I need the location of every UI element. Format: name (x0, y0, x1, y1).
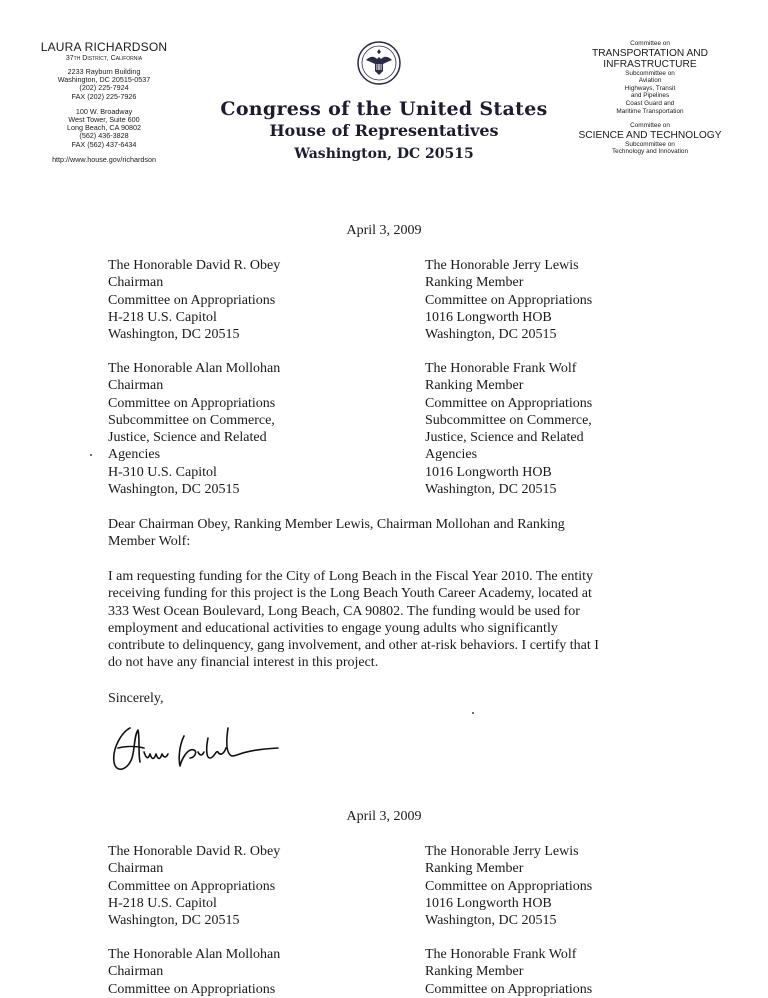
recipient-address-lewis (425, 257, 725, 343)
address-line: West Tower, Suite 600 (68, 115, 140, 125)
recipient-line: Committee on Appropriations (108, 395, 276, 411)
recipient-line: Chairman (108, 378, 164, 394)
recipient-line: Subcommittee on Commerce, (108, 412, 275, 428)
letter-body (108, 568, 668, 672)
body-line: employment and educational activities to engage young adults who significantly (108, 620, 558, 636)
recipient-line: Committee on Appropriations (108, 292, 276, 308)
recipient-line: Washington, DC 20515 (425, 327, 557, 343)
body-line: 333 West Ocean Boulevard, Long Beach, CA 90802. The funding would be used for (108, 603, 580, 619)
recipient-line: The Honorable David R. Obey (108, 258, 281, 273)
house-seal-icon (356, 40, 402, 86)
committee-name: TRANSPORTATION AND (591, 47, 709, 59)
recipient-line: The Honorable Jerry Lewis (425, 258, 579, 273)
recipient-line: The Honorable Jerry Lewis (425, 844, 579, 859)
recipient-line: Justice, Science and Related (425, 430, 584, 446)
recipient-line: Ranking Member (425, 861, 524, 877)
subcommittee-label: Subcommittee on (625, 69, 675, 77)
letterhead-committees (570, 40, 730, 156)
body-line: I am requesting funding for the City of Long Beach in the Fiscal Year 2010. The entity (108, 569, 593, 584)
member-district: 37th District, California (65, 55, 143, 62)
recipient-address-wolf-repeat (425, 946, 725, 998)
congress-title: Congress of the United States (220, 98, 548, 120)
recipient-line: H-218 U.S. Capitol (108, 895, 217, 911)
recipient-line: Committee on Appropriations (425, 292, 593, 308)
subcommittee-name: Aviation (638, 77, 662, 85)
committee-name: SCIENCE AND TECHNOLOGY (578, 129, 722, 141)
recipient-address-lewis-repeat (425, 843, 725, 929)
recipient-line: H-310 U.S. Capitol (108, 464, 217, 480)
recipient-address-wolf (425, 360, 725, 498)
recipient-line: The Honorable Alan Mollohan (108, 361, 281, 376)
phone-line: (202) 225-7924 (79, 83, 129, 93)
committee-name: INFRASTRUCTURE (603, 58, 697, 70)
recipient-line: The Honorable Frank Wolf (425, 947, 577, 962)
recipient-line: The Honorable Alan Mollohan (108, 947, 281, 962)
fax-line: FAX (202) 225-7926 (71, 91, 137, 101)
recipient-line: Chairman (108, 861, 164, 877)
recipient-line: Washington, DC 20515 (108, 482, 240, 498)
recipient-line: Ranking Member (425, 275, 524, 291)
recipient-address-obey-repeat (108, 843, 408, 929)
recipient-line: Committee on Appropriations (108, 981, 276, 997)
recipient-line: Ranking Member (425, 378, 524, 394)
subcommittee-name: Coast Guard and (625, 99, 675, 107)
letter-date-repeat: April 3, 2009 (346, 809, 422, 824)
salutation (108, 516, 668, 551)
recipient-line: The Honorable David R. Obey (108, 844, 281, 859)
address-line: 2233 Rayburn Building (67, 67, 141, 76)
recipient-line: Agencies (425, 447, 478, 463)
letter-date: April 3, 2009 (346, 223, 422, 238)
body-line: receiving funding for this project is the Long Beach Youth Career Academy, located at (108, 586, 592, 602)
recipient-line: Chairman (108, 964, 164, 980)
salutation-line: Dear Chairman Obey, Ranking Member Lewis, Chairman Mollohan and Ranking (108, 517, 565, 532)
recipient-address-obey (108, 257, 408, 343)
recipient-line: Justice, Science and Related (108, 430, 267, 446)
dc-office-address (24, 68, 184, 101)
recipient-line: Washington, DC 20515 (425, 482, 557, 498)
recipient-line: Committee on Appropriations (425, 395, 593, 411)
recipient-line: Washington, DC 20515 (108, 327, 240, 343)
subcommittee-name: Maritime Transportation (616, 107, 684, 115)
committee-label: Committee on (630, 40, 670, 47)
member-website-link[interactable]: http://www.house.gov/richardson (52, 154, 156, 164)
recipient-line: H-218 U.S. Capitol (108, 309, 217, 325)
fax-line: FAX (562) 437-6434 (71, 139, 137, 149)
washington-title: Washington, DC 20515 (294, 146, 474, 162)
letterhead-member-info (24, 40, 184, 164)
recipient-address-mollohan-repeat (108, 946, 408, 998)
letterhead-title (200, 98, 568, 165)
address-line: Long Beach, CA 90802 (67, 123, 141, 133)
scan-speck (472, 712, 474, 714)
phone-line: (562) 436-3828 (79, 131, 129, 141)
recipient-line: 1016 Longworth HOB (425, 895, 552, 911)
subcommittee-label: Subcommittee on (625, 140, 675, 148)
subcommittee-name: Technology and Innovation (611, 148, 689, 156)
recipient-line: Subcommittee on Commerce, (425, 412, 592, 428)
recipient-address-mollohan (108, 360, 408, 498)
closing: Sincerely, (108, 691, 164, 706)
recipient-line: Agencies (108, 447, 161, 463)
body-line: do not have any financial interest in this project. (108, 655, 379, 671)
salutation-line: Member Wolf: (108, 534, 191, 550)
committee-label: Committee on (630, 122, 670, 130)
scan-speck (90, 454, 92, 456)
recipient-line: Committee on Appropriations (425, 981, 593, 997)
member-name: LAURA RICHARDSON (40, 40, 168, 54)
address-line: 100 W. Broadway (75, 106, 133, 116)
recipient-line: 1016 Longworth HOB (425, 464, 552, 480)
body-line: contribute to delinquency, gang involvement, and other at-risk behaviors. I certify that I (108, 638, 599, 654)
address-line: Washington, DC 20515-0537 (57, 75, 151, 85)
recipient-line: The Honorable Frank Wolf (425, 361, 577, 376)
recipient-line: Washington, DC 20515 (425, 913, 557, 929)
recipient-line: Committee on Appropriations (425, 878, 593, 894)
subcommittee-name: Highways, Transit (624, 84, 676, 92)
recipient-line: 1016 Longworth HOB (425, 309, 552, 325)
subcommittee-name: and Pipelines (630, 92, 670, 100)
signature-image (108, 718, 288, 782)
local-office-address (24, 108, 184, 149)
recipient-line: Washington, DC 20515 (108, 913, 240, 929)
recipient-line: Ranking Member (425, 964, 524, 980)
recipient-line: Chairman (108, 275, 164, 291)
recipient-line: Committee on Appropriations (108, 878, 276, 894)
house-title: House of Representatives (269, 121, 499, 140)
